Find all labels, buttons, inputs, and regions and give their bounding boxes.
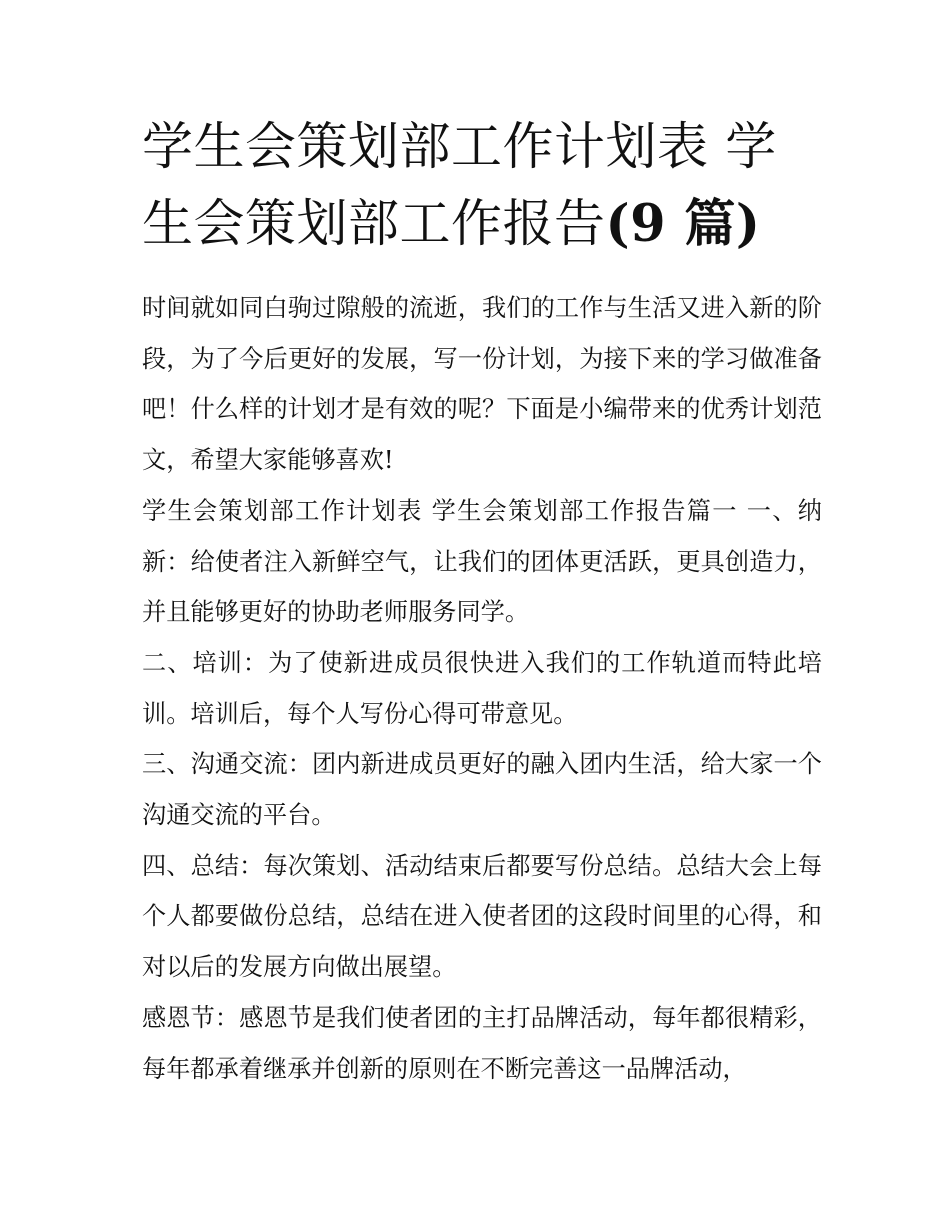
paragraph-thanksgiving: 感恩节：感恩节是我们使者团的主打品牌活动，每年都很精彩，每年都承着继承并创新的原则在不断完善这一品牌活动，	[142, 1003, 822, 1083]
document-title	[142, 110, 822, 263]
paragraph-training: 二、培训：为了使新进成员很快进入我们的工作轨道而特此培训。培训后，每个人写份心得可带意见。	[142, 648, 822, 728]
paragraph-communication: 三、沟通交流：团内新进成员更好的融入团内生活，给大家一个沟通交流的平台。	[142, 750, 822, 830]
paragraph-recruitment: 学生会策划部工作计划表 学生会策划部工作报告篇一 一、纳新：给使者注入新鲜空气，让我们的团体更活跃，更具创造力，并且能够更好的协助老师服务同学。	[142, 496, 822, 627]
document-body	[142, 283, 822, 1094]
document-title-suffix: (9 篇)	[605, 194, 761, 254]
paragraph-intro: 时间就如同白驹过隙般的流逝，我们的工作与生活又进入新的阶段，为了今后更好的发展，写一份计划，为接下来的学习做准备吧！什么样的计划才是有效的呢？下面是小编带来的优秀计划范文，希望大家能够喜欢!	[142, 294, 822, 475]
document-page	[142, 110, 822, 1094]
paragraph-summary: 四、总结：每次策划、活动结束后都要写份总结。总结大会上每个人都要做份总结，总结在进入使者团的这段时间里的心得，和对以后的发展方向做出展望。	[142, 851, 822, 982]
document-title-main: 学生会策划部工作计划表 学生会策划部工作报告	[142, 118, 777, 254]
